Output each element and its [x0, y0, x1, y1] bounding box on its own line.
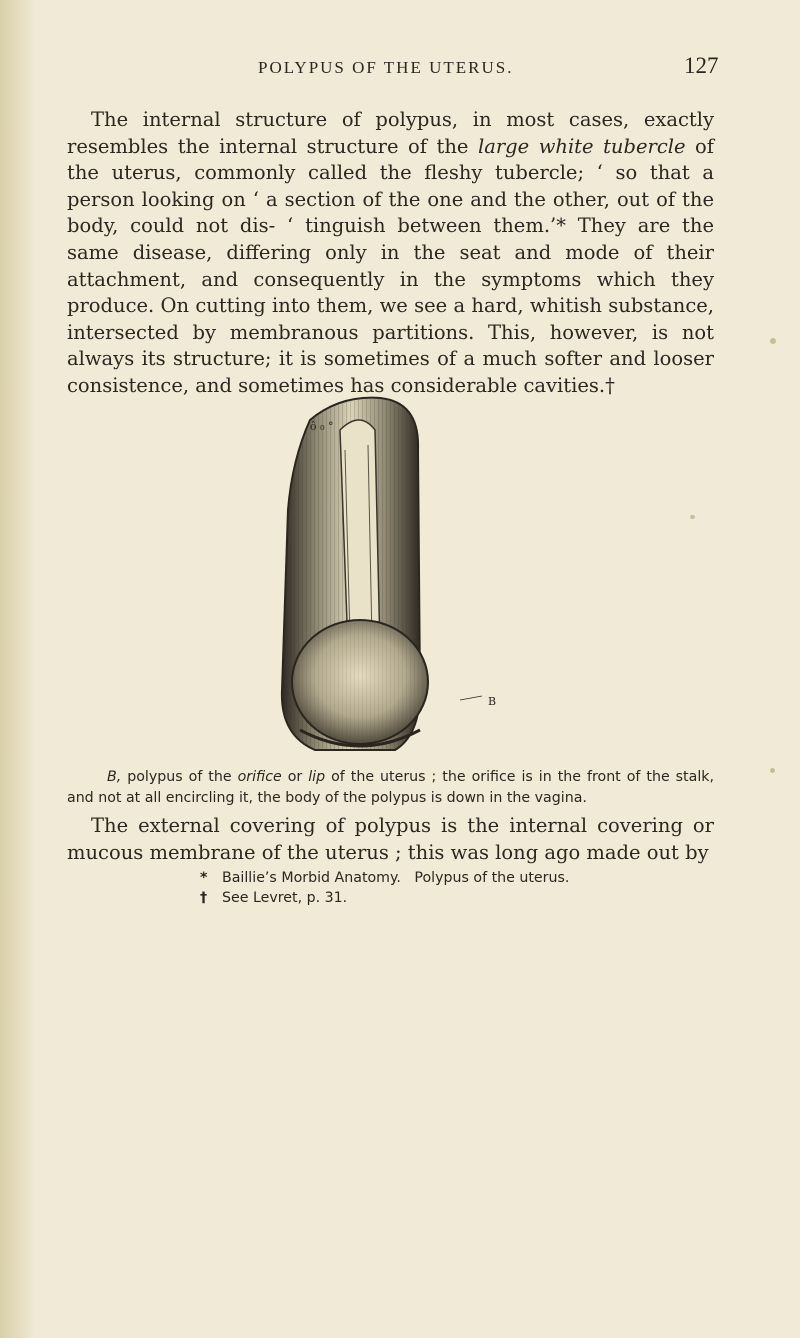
- page-header: [0, 53, 800, 82]
- caption-italic-orifice: orifice: [237, 769, 282, 785]
- paragraph1-text-b: of the uterus, commonly called the fleshy tubercle; ‘ so that a person looking on ‘ a section of the one and the other, out of the body, could not dis- ‘ tinguish between them.’* They are the same disease, differing only in the seat and mode of their attachment, and consequently in the symptoms which they produce. On cutting into them, we see a hard, whitish substance, intersected by membranous partitions. This, however, is not always its structure; it is sometimes of a much softer and looser consistence, and sometimes has considerable cavities.†: [67, 134, 715, 397]
- page-number: 127: [684, 53, 719, 78]
- paper-speck: [770, 338, 776, 344]
- caption-letter: B,: [107, 769, 122, 785]
- footnote-2-mark: †: [200, 890, 208, 906]
- paragraph1-italic-term: large white tubercle: [477, 134, 686, 158]
- caption-text-2: or: [281, 769, 309, 785]
- polypus-illustration: [270, 390, 490, 760]
- paper-speck: [690, 515, 695, 519]
- page-edge-shadow: [0, 0, 36, 1338]
- running-head: POLYPUS OF THE UTERUS.: [258, 58, 514, 77]
- paragraph1-text-a: The internal structure of polypus, in most cases, exactly resembles the internal structure of the: [67, 108, 714, 158]
- caption-text-1: polypus of the: [121, 769, 238, 785]
- footnote-1-mark: *: [200, 870, 208, 886]
- footnote-1-text: Baillie’s Morbid Anatomy. Polypus of the uterus.: [222, 870, 570, 886]
- paper-speck: [770, 768, 775, 773]
- paragraph-structure-of-polypus: [67, 107, 714, 400]
- footnotes: [200, 868, 569, 908]
- caption-italic-lip: lip: [308, 769, 326, 785]
- footnote-2: [200, 888, 569, 908]
- figure-top-marks: ô ₀ °: [310, 420, 334, 433]
- paragraph-external-covering: The external covering of polypus is the internal covering or mucous membrane of the uterus ; this was long ago made out by: [67, 814, 714, 864]
- figure-label-b: B: [488, 695, 497, 708]
- figure-caption: [67, 767, 714, 808]
- footnote-1: [200, 868, 569, 888]
- polypus-engraving: [270, 390, 490, 760]
- footnote-2-text: See Levret, p. 31.: [222, 890, 348, 906]
- caption-text-3: of the uterus ; the orifice is in the front of the stalk, and not at all encircling it, the body of the polypus is down in the vagina.: [67, 769, 714, 806]
